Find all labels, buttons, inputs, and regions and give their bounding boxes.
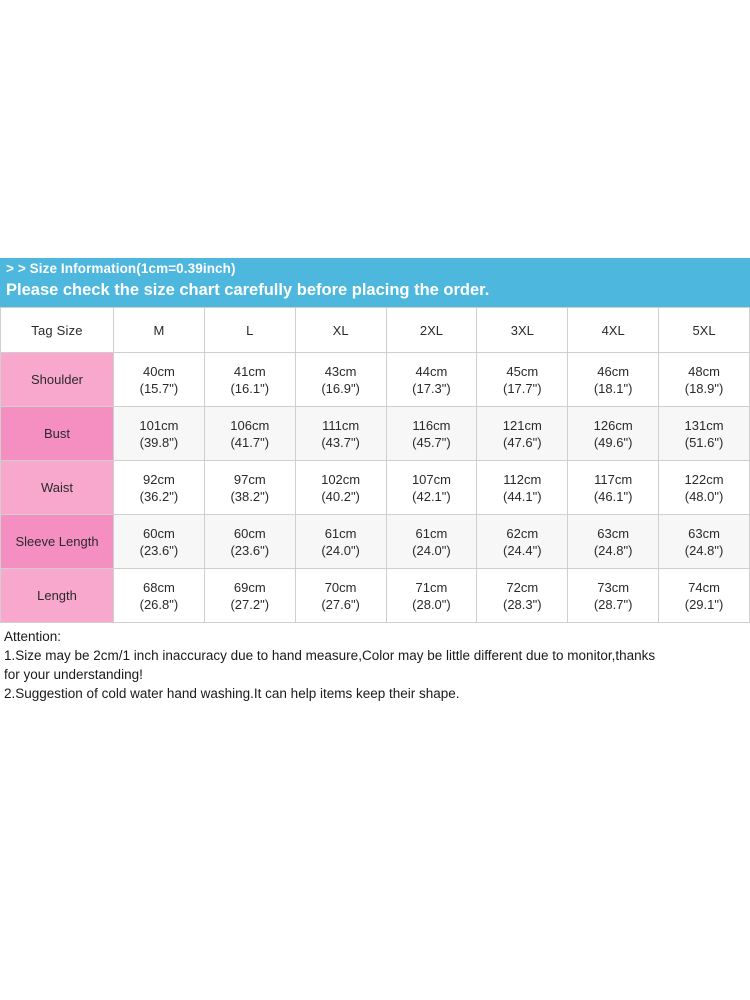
cell-value-cm: 70cm bbox=[324, 579, 357, 595]
cell-value-inch: (44.1") bbox=[503, 488, 542, 504]
cell-waist-4xl bbox=[568, 461, 659, 515]
cell-value-cm: 121cm bbox=[502, 417, 542, 433]
cell-length-5xl bbox=[659, 569, 750, 623]
cell-sleeve-length-5xl bbox=[659, 515, 750, 569]
cell-value-inch: (16.1") bbox=[230, 380, 270, 396]
cell-value-cm: 117cm bbox=[594, 471, 633, 487]
size-column-header-5xl: 5XL bbox=[659, 308, 750, 353]
cell-value-inch: (16.9") bbox=[321, 380, 360, 396]
cell-sleeve-length-l bbox=[204, 515, 295, 569]
cell-value-inch: (24.8") bbox=[593, 542, 633, 558]
attention-title: Attention: bbox=[4, 629, 62, 644]
size-column-header-3xl: 3XL bbox=[477, 308, 568, 353]
cell-value-cm: 131cm bbox=[684, 417, 724, 433]
attention-line-3: 2.Suggestion of cold water hand washing.It can help items keep their shape. bbox=[4, 686, 460, 701]
cell-bust-4xl bbox=[568, 407, 659, 461]
cell-value-cm: 63cm bbox=[597, 525, 630, 541]
cell-value-inch: (28.7") bbox=[593, 596, 633, 612]
cell-value-cm: 45cm bbox=[506, 363, 539, 379]
cell-waist-3xl bbox=[477, 461, 568, 515]
cell-sleeve-length-2xl bbox=[386, 515, 477, 569]
cell-bust-5xl bbox=[659, 407, 750, 461]
cell-value-inch: (47.6") bbox=[503, 434, 542, 450]
attention-line-1: 1.Size may be 2cm/1 inch inaccuracy due to hand measure,Color may be little different due to monitor,thanks bbox=[4, 648, 656, 663]
cell-waist-m bbox=[114, 461, 205, 515]
cell-shoulder-2xl bbox=[386, 353, 477, 407]
cell-value-inch: (24.0") bbox=[412, 542, 451, 558]
cell-value-cm: 72cm bbox=[506, 579, 539, 595]
cell-length-4xl bbox=[568, 569, 659, 623]
row-label-shoulder: Shoulder bbox=[1, 353, 114, 407]
cell-value-cm: 63cm bbox=[688, 525, 720, 541]
cell-sleeve-length-xl bbox=[295, 515, 386, 569]
cell-value-cm: 44cm bbox=[415, 363, 448, 379]
cell-value-inch: (45.7") bbox=[412, 434, 451, 450]
cell-value-inch: (36.2") bbox=[139, 488, 179, 504]
cell-value-inch: (51.6") bbox=[684, 434, 724, 450]
size-column-header-4xl: 4XL bbox=[568, 308, 659, 353]
cell-value-inch: (43.7") bbox=[321, 434, 360, 450]
table-row bbox=[1, 461, 750, 515]
table-row bbox=[1, 569, 750, 623]
cell-value-cm: 61cm bbox=[415, 525, 448, 541]
cell-length-3xl bbox=[477, 569, 568, 623]
cell-value-cm: 73cm bbox=[597, 579, 630, 595]
cell-shoulder-l bbox=[204, 353, 295, 407]
cell-value-inch: (15.7") bbox=[139, 380, 179, 396]
cell-value-inch: (49.6") bbox=[593, 434, 633, 450]
cell-value-cm: 40cm bbox=[143, 363, 175, 379]
cell-value-cm: 111cm bbox=[322, 417, 360, 433]
cell-shoulder-4xl bbox=[568, 353, 659, 407]
row-label-bust: Bust bbox=[1, 407, 114, 461]
cell-length-xl bbox=[295, 569, 386, 623]
cell-value-cm: 69cm bbox=[233, 579, 266, 595]
cell-value-inch: (40.2") bbox=[321, 488, 360, 504]
cell-value-inch: (42.1") bbox=[412, 488, 451, 504]
cell-value-inch: (41.7") bbox=[230, 434, 270, 450]
cell-waist-2xl bbox=[386, 461, 477, 515]
cell-value-inch: (29.1") bbox=[684, 596, 724, 612]
cell-value-inch: (17.7") bbox=[503, 380, 542, 396]
cell-value-inch: (24.4") bbox=[503, 542, 542, 558]
size-table bbox=[0, 307, 750, 623]
cell-value-cm: 60cm bbox=[143, 525, 175, 541]
cell-value-cm: 126cm bbox=[593, 417, 633, 433]
size-column-header-l: L bbox=[204, 308, 295, 353]
table-row bbox=[1, 353, 750, 407]
cell-value-inch: (17.3") bbox=[412, 380, 451, 396]
cell-value-inch: (48.0") bbox=[684, 488, 724, 504]
size-column-header-2xl: 2XL bbox=[386, 308, 477, 353]
size-chart-container bbox=[0, 258, 750, 703]
cell-value-cm: 97cm bbox=[233, 471, 266, 487]
cell-value-inch: (23.6") bbox=[230, 542, 270, 558]
row-label-waist: Waist bbox=[1, 461, 114, 515]
cell-value-inch: (24.8") bbox=[684, 542, 724, 558]
cell-waist-l bbox=[204, 461, 295, 515]
size-column-header-m: M bbox=[114, 308, 205, 353]
cell-bust-m bbox=[114, 407, 205, 461]
size-column-header-xl: XL bbox=[295, 308, 386, 353]
size-info-header bbox=[0, 258, 750, 307]
cell-value-cm: 102cm bbox=[321, 471, 361, 487]
cell-value-inch: (23.6") bbox=[139, 542, 179, 558]
size-info-subtitle: Please check the size chart carefully before placing the order. bbox=[6, 281, 490, 299]
size-info-title: > > Size Information(1cm=0.39inch) bbox=[6, 261, 236, 276]
cell-sleeve-length-4xl bbox=[568, 515, 659, 569]
cell-value-cm: 106cm bbox=[230, 417, 270, 433]
cell-value-inch: (24.0") bbox=[321, 542, 360, 558]
row-label-length: Length bbox=[1, 569, 114, 623]
cell-bust-xl bbox=[295, 407, 386, 461]
cell-value-inch: (28.3") bbox=[503, 596, 542, 612]
cell-value-inch: (18.9") bbox=[684, 380, 724, 396]
cell-value-cm: 112cm bbox=[503, 471, 542, 487]
cell-value-cm: 41cm bbox=[233, 363, 266, 379]
cell-value-inch: (39.8") bbox=[139, 434, 179, 450]
cell-bust-3xl bbox=[477, 407, 568, 461]
cell-length-m bbox=[114, 569, 205, 623]
cell-value-inch: (26.8") bbox=[139, 596, 179, 612]
cell-value-inch: (28.0") bbox=[412, 596, 451, 612]
cell-value-inch: (27.6") bbox=[321, 596, 360, 612]
row-label-sleeve-length: Sleeve Length bbox=[1, 515, 114, 569]
cell-value-cm: 74cm bbox=[688, 579, 720, 595]
cell-value-cm: 92cm bbox=[143, 471, 175, 487]
cell-value-cm: 62cm bbox=[506, 525, 539, 541]
cell-shoulder-3xl bbox=[477, 353, 568, 407]
cell-bust-l bbox=[204, 407, 295, 461]
cell-value-cm: 101cm bbox=[139, 417, 179, 433]
cell-value-cm: 60cm bbox=[233, 525, 266, 541]
cell-length-2xl bbox=[386, 569, 477, 623]
cell-bust-2xl bbox=[386, 407, 477, 461]
cell-value-cm: 122cm bbox=[684, 471, 724, 487]
cell-value-inch: (18.1") bbox=[593, 380, 633, 396]
table-header-row bbox=[1, 308, 750, 353]
attention-line-2: for your understanding! bbox=[4, 667, 143, 682]
cell-waist-5xl bbox=[659, 461, 750, 515]
cell-value-cm: 116cm bbox=[412, 417, 451, 433]
cell-value-inch: (27.2") bbox=[230, 596, 270, 612]
cell-value-cm: 43cm bbox=[324, 363, 357, 379]
cell-sleeve-length-m bbox=[114, 515, 205, 569]
cell-value-inch: (46.1") bbox=[593, 488, 633, 504]
cell-value-cm: 48cm bbox=[688, 363, 720, 379]
tag-size-header: Tag Size bbox=[1, 308, 114, 353]
cell-shoulder-m bbox=[114, 353, 205, 407]
table-row bbox=[1, 407, 750, 461]
cell-shoulder-5xl bbox=[659, 353, 750, 407]
cell-value-cm: 107cm bbox=[411, 471, 451, 487]
cell-value-cm: 61cm bbox=[324, 525, 357, 541]
table-row bbox=[1, 515, 750, 569]
attention-section bbox=[0, 623, 750, 703]
cell-waist-xl bbox=[295, 461, 386, 515]
cell-value-cm: 71cm bbox=[415, 579, 448, 595]
cell-value-cm: 68cm bbox=[143, 579, 175, 595]
cell-shoulder-xl bbox=[295, 353, 386, 407]
cell-sleeve-length-3xl bbox=[477, 515, 568, 569]
cell-value-cm: 46cm bbox=[597, 363, 630, 379]
cell-length-l bbox=[204, 569, 295, 623]
cell-value-inch: (38.2") bbox=[230, 488, 270, 504]
